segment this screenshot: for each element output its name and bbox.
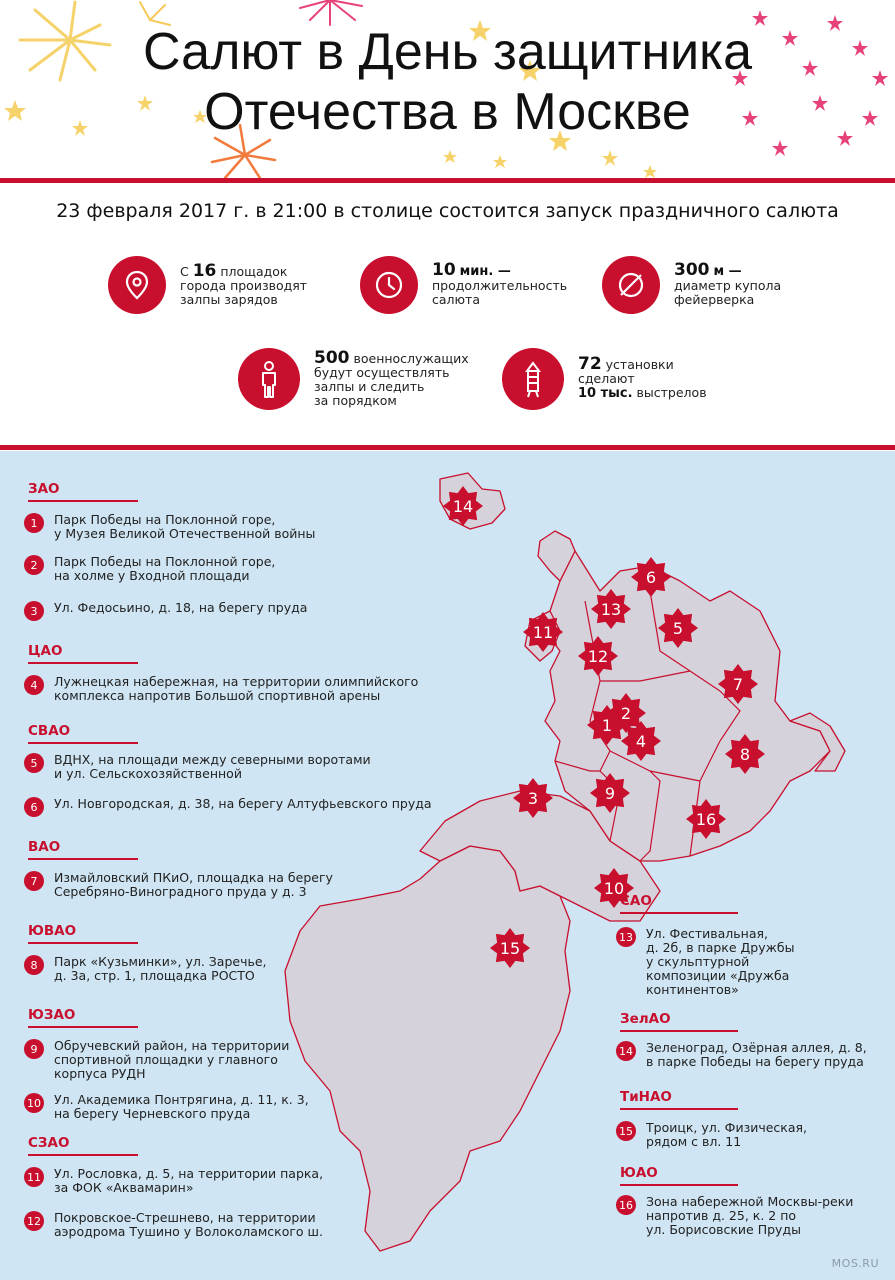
legend-text-line: напротив д. 25, к. 2 по (646, 1208, 797, 1223)
fact-diameter (602, 256, 781, 314)
district-underline (620, 1108, 738, 1110)
map-marker-8 (725, 734, 765, 774)
legend-item (24, 753, 371, 781)
legend-text-line: Лужнецкая набережная, на территории олимпийского (54, 674, 419, 689)
legend-text-line: Ул. Новгородская, д. 38, на берегу Алтуфьевского пруда (54, 796, 432, 811)
legend-item (616, 927, 794, 997)
legend-item (616, 1041, 867, 1069)
legend-text-line: ул. Борисовские Пруды (646, 1222, 801, 1237)
location-pin-icon (108, 256, 166, 314)
page-title (0, 22, 895, 142)
district-heading (620, 1089, 738, 1110)
legend-text-line: спортивной площадки у главного (54, 1052, 278, 1067)
fact-duration-line3: салюта (432, 292, 480, 307)
map-marker-13 (591, 589, 631, 629)
fact-soldiers-line3: залпы и следить (314, 378, 425, 394)
legend-text-line: Ул. Академика Понтрягина, д. 11, к. 3, (54, 1092, 309, 1107)
legend-item (24, 797, 432, 817)
legend-number-badge: 6 (24, 797, 44, 817)
district-underline (620, 912, 738, 914)
district-heading (28, 723, 138, 744)
map-marker-label: 14 (452, 497, 474, 516)
legend-number-badge: 11 (24, 1167, 44, 1187)
map-marker-15 (490, 928, 530, 968)
map-marker-label: 15 (499, 939, 521, 958)
legend-item (24, 1211, 323, 1239)
legend-item (24, 955, 267, 983)
legend-text-line: на холме у Входной площади (54, 568, 250, 583)
legend-number-badge: 3 (24, 601, 44, 621)
fact-launchers (502, 348, 707, 410)
legend-text-line: композиции «Дружба (646, 968, 790, 983)
map-marker-label: 12 (587, 647, 609, 666)
map-marker-16 (686, 799, 726, 839)
map-marker-label: 6 (645, 568, 657, 587)
legend-text-line: Парк Победы на Поклонной горе, (54, 512, 276, 527)
legend-text-line: корпуса РУДН (54, 1066, 146, 1081)
header (0, 0, 895, 180)
fact-diameter-line2: диаметр купола (674, 278, 782, 293)
map-marker-label: 1 (601, 716, 613, 735)
map-marker-label: 13 (600, 600, 622, 619)
district-name: ЗАО (28, 481, 60, 497)
legend-number-badge: 13 (616, 927, 636, 947)
legend-text-line: в парке Победы на берегу пруда (646, 1054, 864, 1069)
legend-item (24, 1039, 289, 1081)
district-heading (620, 1165, 738, 1186)
fact-sites-num: 16 (192, 260, 217, 281)
fact-duration-unit: мин. — (459, 264, 511, 279)
map-marker-12 (578, 636, 618, 676)
legend-text-line: Ул. Рословка, д. 5, на территории парка, (54, 1166, 324, 1181)
district-name: СВАО (28, 723, 71, 739)
legend-text-line: аэродрома Тушино у Волоколамского ш. (54, 1224, 323, 1239)
title-line-2: Отечества в Москве (204, 83, 691, 141)
fact-launchers-line3b: 10 тыс. (578, 386, 633, 401)
firework-rocket-icon (502, 348, 564, 410)
legend-number-badge: 14 (616, 1041, 636, 1061)
district-heading (620, 893, 738, 914)
legend-text-line: Серебряно-Виноградного пруда у д. 3 (54, 884, 307, 899)
district-underline (620, 1184, 738, 1186)
map-marker-label: 3 (527, 789, 539, 808)
legend-text-line: и ул. Сельскохозяйственной (54, 766, 242, 781)
district-heading (28, 1135, 138, 1156)
legend-text-line: Ул. Фестивальная, (646, 926, 768, 941)
district-name: ЦАО (28, 643, 63, 659)
district-heading (28, 1007, 138, 1028)
legend-text-line: Ул. Федосьино, д. 18, на берегу пруда (54, 600, 308, 615)
legend-text-line: Зеленоград, Озёрная аллея, д. 8, (646, 1040, 867, 1055)
legend-number-badge: 7 (24, 871, 44, 891)
legend-text-line: Парк «Кузьминки», ул. Заречье, (54, 954, 267, 969)
legend-text-line: комплекса напротив Большой спортивной арены (54, 688, 381, 703)
district-underline (28, 942, 138, 944)
fact-launchers-line2: сделают (578, 371, 635, 386)
district-heading (28, 923, 138, 944)
district-name: ЮАО (620, 1165, 658, 1181)
legend-text-line: д. 2б, в парке Дружбы (646, 940, 795, 955)
legend-number-badge: 8 (24, 955, 44, 975)
diameter-icon (602, 256, 660, 314)
legend-item (24, 1167, 323, 1195)
district-name: ЮВАО (28, 923, 77, 939)
legend-text-line: континентов» (646, 982, 739, 997)
map-marker-label: 8 (739, 745, 751, 764)
district-name: ТиНАО (620, 1089, 672, 1105)
district-underline (28, 742, 138, 744)
legend-text-line: у Музея Великой Отечественной войны (54, 526, 316, 541)
fact-soldiers-num: 500 (314, 347, 350, 368)
legend-text-line: Обручевский район, на территории (54, 1038, 290, 1053)
legend-item (616, 1121, 807, 1149)
legend-number-badge: 9 (24, 1039, 44, 1059)
fact-launchers-num: 72 (578, 354, 602, 374)
map-divider (0, 445, 895, 450)
district-name: СЗАО (28, 1135, 70, 1151)
fact-launchers-rest: установки (605, 357, 674, 372)
map-marker-label: 9 (604, 784, 616, 803)
clock-icon (360, 256, 418, 314)
map-marker-14 (443, 486, 483, 526)
legend-item (24, 871, 333, 899)
fact-sites (108, 256, 307, 314)
map-marker-label: 7 (732, 675, 744, 694)
legend-item (24, 513, 315, 541)
legend-number-badge: 5 (24, 753, 44, 773)
map-marker-5 (658, 608, 698, 648)
district-underline (28, 500, 138, 502)
legend-item (24, 1093, 309, 1121)
legend-text-line: у скульптурной (646, 954, 750, 969)
header-divider (0, 178, 895, 183)
district-underline (620, 1030, 738, 1032)
legend-number-badge: 10 (24, 1093, 44, 1113)
map-marker-4 (621, 721, 661, 761)
district-underline (28, 1026, 138, 1028)
person-icon (238, 348, 300, 410)
fact-sites-rest: площадок (220, 263, 288, 279)
map-marker-11 (523, 612, 563, 652)
legend-number-badge: 12 (24, 1211, 44, 1231)
fact-diameter-unit: м — (713, 264, 742, 279)
fact-sites-line2: города производят (180, 277, 308, 293)
map-marker-label: 4 (635, 732, 647, 751)
legend-item (616, 1195, 853, 1237)
legend-text-line: Зона набережной Москвы-реки (646, 1194, 854, 1209)
district-name: ЮЗАО (28, 1007, 76, 1023)
legend-text-line: Парк Победы на Поклонной горе, (54, 554, 276, 569)
map-section (0, 451, 895, 1280)
legend-number-badge: 2 (24, 555, 44, 575)
legend-item (24, 555, 275, 583)
source-credit: MOS.RU (831, 1257, 879, 1270)
district-heading (620, 1011, 738, 1032)
fact-duration-line2: продолжительность (432, 278, 568, 293)
fact-diameter-line3: фейерверка (674, 292, 755, 307)
fact-sites-pre: С (180, 263, 189, 279)
legend-text-line: Троицк, ул. Физическая, (646, 1120, 807, 1135)
district-name: ВАО (28, 839, 61, 855)
district-heading (28, 839, 138, 860)
legend-item (24, 601, 307, 621)
fact-soldiers-line2: будут осуществлять (314, 364, 450, 380)
district-underline (28, 662, 138, 664)
map-marker-label: 16 (695, 810, 717, 829)
district-underline (28, 1154, 138, 1156)
fact-duration (360, 256, 567, 314)
legend-item (24, 675, 418, 703)
subtitle: 23 февраля 2017 г. в 21:00 в столице состоится запуск праздничного салюта (56, 200, 839, 222)
district-name: САО (620, 893, 652, 909)
district-name: ЗелАО (620, 1011, 671, 1027)
legend-text-line: за ФОК «Аквамарин» (54, 1180, 194, 1195)
map-marker-label: 11 (532, 623, 554, 642)
map-marker-label: 5 (672, 619, 684, 638)
legend-number-badge: 1 (24, 513, 44, 533)
fact-launchers-line3: выстрелов (636, 385, 707, 400)
district-heading (28, 481, 138, 502)
map-marker-label: 2 (620, 704, 632, 723)
legend-number-badge: 16 (616, 1195, 636, 1215)
legend-text-line: Покровское-Стрешнево, на территории (54, 1210, 316, 1225)
legend-number-badge: 4 (24, 675, 44, 695)
legend-text-line: рядом с вл. 11 (646, 1134, 742, 1149)
map-marker-7 (718, 664, 758, 704)
legend-number-badge: 15 (616, 1121, 636, 1141)
legend-text-line: на берегу Черневского пруда (54, 1106, 251, 1121)
map-marker-9 (590, 773, 630, 813)
fact-soldiers-rest: военнослужащих (353, 350, 469, 366)
fact-soldiers-line4: за порядком (314, 392, 397, 408)
fact-sites-line3: залпы зарядов (180, 291, 278, 307)
map-marker-3 (513, 778, 553, 818)
district-heading (28, 643, 138, 664)
title-line-1: Салют в День защитника (143, 23, 752, 81)
map-marker-6 (631, 557, 671, 597)
fact-duration-num: 10 (432, 260, 456, 280)
legend-text-line: ВДНХ, на площади между северными воротами (54, 752, 371, 767)
fact-soldiers (238, 348, 469, 410)
legend-text-line: д. 3а, стр. 1, площадка РОСТО (54, 968, 255, 983)
legend-text-line: Измайловский ПКиО, площадка на берегу (54, 870, 333, 885)
district-underline (28, 858, 138, 860)
map-marker-label: 10 (603, 879, 625, 898)
fact-diameter-num: 300 (674, 260, 710, 280)
